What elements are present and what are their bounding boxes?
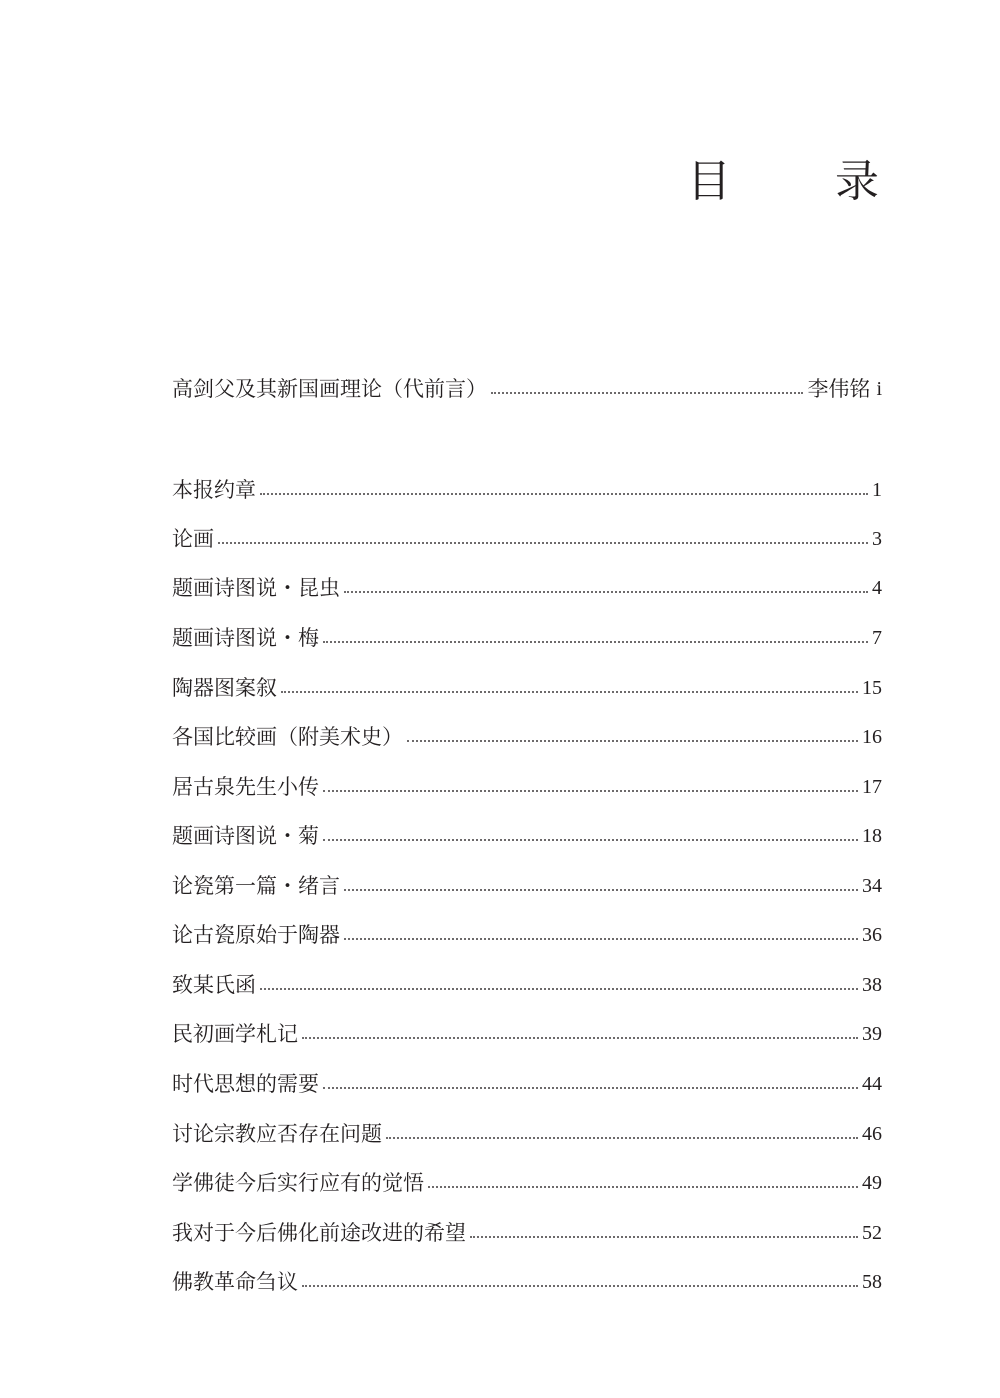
- toc-entry-page: 49: [862, 1172, 882, 1194]
- toc-entry-title: 佛教革命刍议: [172, 1270, 298, 1294]
- toc-leader-dots: [281, 691, 858, 693]
- toc-entry-page: 52: [862, 1222, 882, 1244]
- toc-entry-title: 论古瓷原始于陶器: [172, 923, 340, 947]
- toc-entry-title: 高剑父及其新国画理论（代前言）: [172, 377, 487, 401]
- toc-entry-page: 58: [862, 1271, 882, 1293]
- toc-entry-page: 39: [862, 1023, 882, 1045]
- toc-entry[interactable]: [172, 920, 882, 950]
- toc-entry-title: 居古泉先生小传: [172, 775, 319, 799]
- toc-preface-entry[interactable]: [172, 374, 882, 404]
- toc-leader-dots: [302, 1285, 858, 1287]
- toc-entry-title: 我对于今后佛化前途改进的希望: [172, 1221, 466, 1245]
- toc-entry[interactable]: [172, 1119, 882, 1149]
- toc-entry-page: 4: [872, 577, 882, 599]
- toc-entry[interactable]: [172, 1168, 882, 1198]
- toc-entry[interactable]: [172, 871, 882, 901]
- toc-entry[interactable]: [172, 772, 882, 802]
- toc-leader-dots: [323, 1087, 858, 1089]
- toc-leader-dots: [260, 988, 858, 990]
- page-title: 目 录: [687, 156, 909, 207]
- toc-entry-page: 17: [862, 776, 882, 798]
- toc-entry-page: 38: [862, 974, 882, 996]
- toc-leader-dots: [491, 392, 803, 394]
- toc-entry-title: 论瓷第一篇・绪言: [172, 874, 340, 898]
- toc-leader-dots: [428, 1186, 858, 1188]
- toc-leader-dots: [344, 889, 858, 891]
- toc-entry-page: 15: [862, 677, 882, 699]
- toc-entry-page: 3: [872, 528, 882, 550]
- toc-entry[interactable]: [172, 673, 882, 703]
- toc-entry[interactable]: [172, 821, 882, 851]
- toc-entry[interactable]: [172, 475, 882, 505]
- toc-leader-dots: [323, 641, 868, 643]
- toc-leader-dots: [407, 740, 858, 742]
- toc-leader-dots: [323, 839, 858, 841]
- toc-entry-page: 7: [872, 627, 882, 649]
- toc-entry[interactable]: [172, 1267, 882, 1297]
- toc-leader-dots: [302, 1037, 858, 1039]
- toc-entry-title: 题画诗图说・昆虫: [172, 576, 340, 600]
- toc-entry-author: 李伟铭: [807, 377, 871, 401]
- toc-entry-title: 民初画学札记: [172, 1022, 298, 1046]
- toc-entry-title: 题画诗图说・菊: [172, 824, 319, 848]
- toc-entry-title: 本报约章: [172, 478, 256, 502]
- toc-entry[interactable]: [172, 1218, 882, 1248]
- toc-entry[interactable]: [172, 970, 882, 1000]
- toc-leader-dots: [344, 591, 868, 593]
- toc-leader-dots: [260, 493, 868, 495]
- toc-entry[interactable]: [172, 1019, 882, 1049]
- toc-entry[interactable]: [172, 623, 882, 653]
- toc-entry[interactable]: [172, 722, 882, 752]
- toc-entry-title: 陶器图案叙: [172, 676, 277, 700]
- toc-entry-page: 46: [862, 1123, 882, 1145]
- toc-leader-dots: [470, 1236, 858, 1238]
- toc-entry-page: 34: [862, 875, 882, 897]
- toc-entry-page: 36: [862, 924, 882, 946]
- toc-entry-title: 时代思想的需要: [172, 1072, 319, 1096]
- toc-entry-page: 1: [872, 479, 882, 501]
- toc-entry-title: 学佛徒今后实行应有的觉悟: [172, 1171, 424, 1195]
- toc-entry-title: 题画诗图说・梅: [172, 626, 319, 650]
- toc-entry-title: 致某氏函: [172, 973, 256, 997]
- toc-entry-page: 44: [862, 1073, 882, 1095]
- toc-entry[interactable]: [172, 1069, 882, 1099]
- toc-entry-title: 讨论宗教应否存在问题: [172, 1122, 382, 1146]
- toc-entry[interactable]: [172, 524, 882, 554]
- toc-leader-dots: [323, 790, 858, 792]
- toc-entry-page: 16: [862, 726, 882, 748]
- toc-entry-title: 论画: [172, 527, 214, 551]
- toc-leader-dots: [386, 1137, 858, 1139]
- toc-entry-page: 18: [862, 825, 882, 847]
- toc-entry-page: i: [876, 378, 882, 400]
- toc-entry[interactable]: [172, 573, 882, 603]
- toc-leader-dots: [218, 542, 868, 544]
- toc-entry-title: 各国比较画（附美术史）: [172, 725, 403, 749]
- toc-leader-dots: [344, 938, 858, 940]
